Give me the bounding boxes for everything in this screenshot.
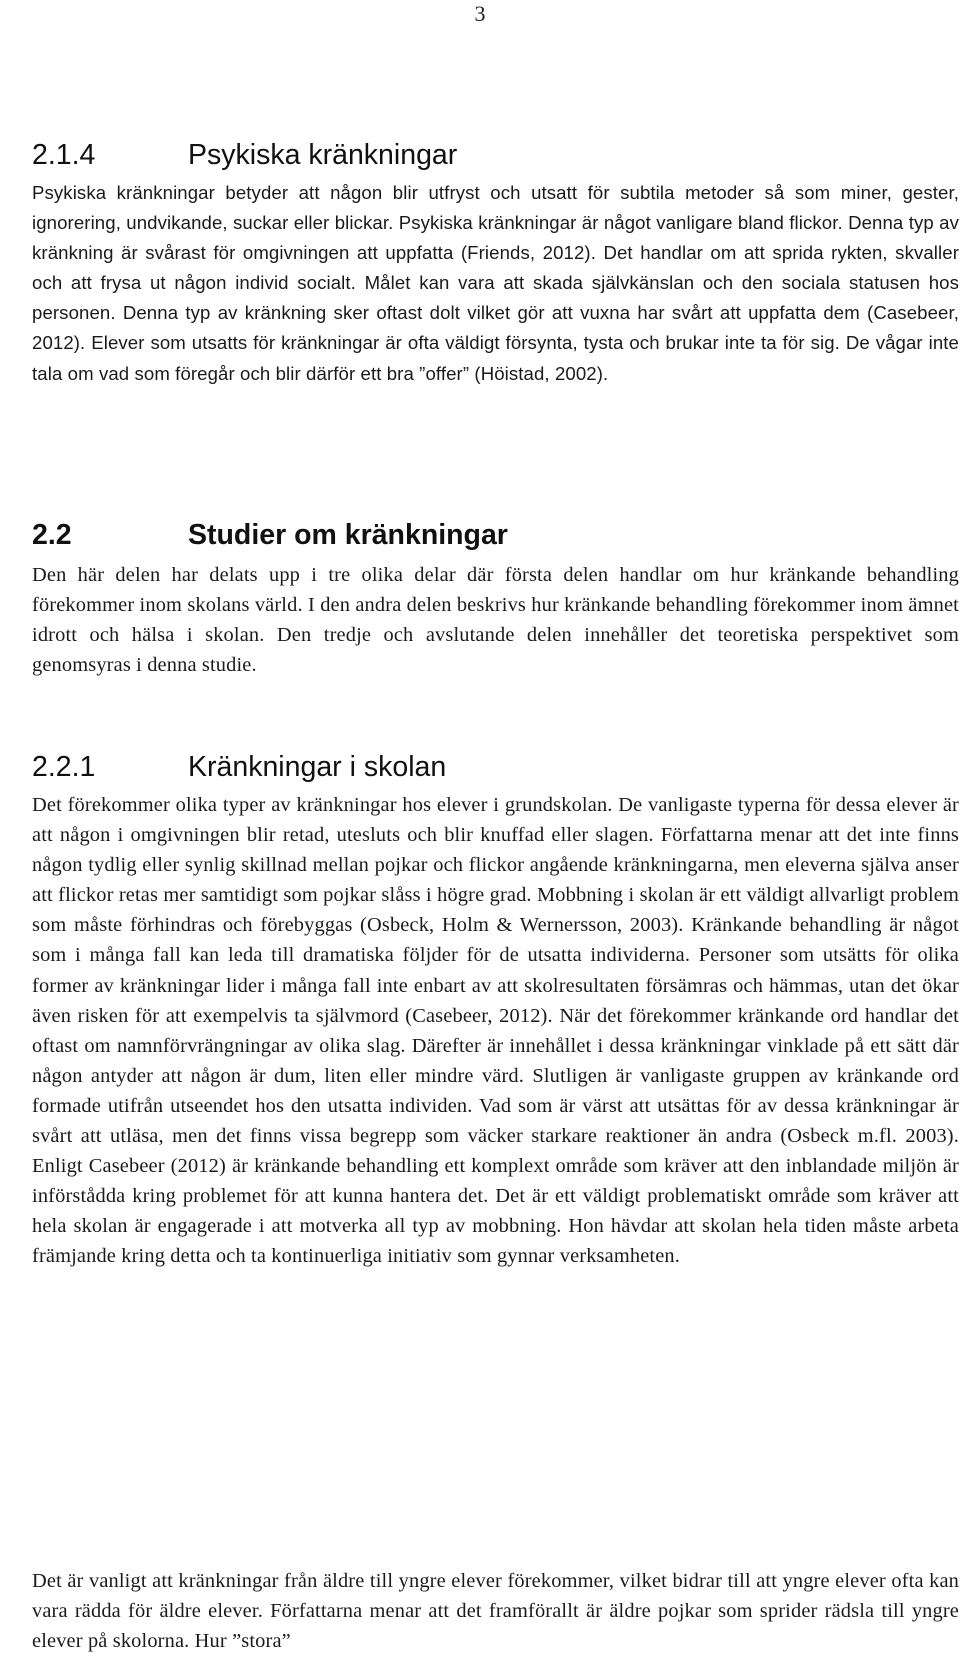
section-paragraph-2-2-1-a: Det förekommer olika typer av kränkningar hos elever i grundskolan. De vanligaste typerna för dessa elever är att någon i omgivningen blir retad, utesluts och blir knuffad eller slagen. Författarna menar att det inte finns någon tydlig eller synlig skillnad mellan pojkar och flickor angående kränkningarna, men eleverna själva anser att flickor retas mer samtidigt som pojkar slåss i högre grad. Mobbning i skolan är ett väldigt allvarligt problem som måste förhindras och förebyggas (Osbeck, Holm & Wernersson, 2003). Kränkande behandling är något som i många fall kan leda till dramatiska följder för de utsatta individerna. Personer som utsätts för olika former av kränkningar lider i många fall inte enbart av att skolresultaten försämras och hämmas, utan det ökar även risken för att exempelvis ta självmord (Casebeer, 2012). När det förekommer kränkande ord handlar det oftast om namnförvrängningar av olika slag. Därefter är innehållet i dessa kränkningar vinklade på ett sätt där någon antyder att någon är dum, liten eller mindre värd. Slutligen är vanligaste gruppen av kränkande ord formade utifrån utseendet hos den utsatta individen. Vad som är värst att utsättas för av dessa kränkningar är svårt att utläsa, men det finns vissa begrepp som väcker starkare reaktioner än andra (Osbeck m.fl. 2003). Enligt Casebeer (2012) är kränkande behandling ett komplext område som kräver att den inblandade miljön är införstådda kring problemet för att kunna hantera det. Det är ett väldigt problematiskt område som kräver att hela skolan är engagerade i att motverka all typ av mobbning. Hon hävdar att skolan hela tiden måste arbeta främjande kring detta och ta kontinuerliga initiativ som gynnar verksamheten. [32,794,959,1268]
section-title: Psykiska kränkningar [188,139,458,171]
section-heading-2-1-4 [32,138,959,172]
page-number: 3 [474,1,486,26]
section-title: Kränkningar i skolan [188,751,447,783]
section-title: Studier om kränkningar [188,519,508,551]
section-heading-2-2-1 [32,750,959,784]
section-number: 2.2 [32,519,72,551]
section-paragraph-2-2-1-b: Det är vanligt att kränkningar från äldre till yngre elever förekommer, vilket bidrar till att yngre elever ofta kan vara rädda för äldre elever. Författarna menar att det framförallt är äldre pojkar som sprider rädsla till yngre elever på skolorna. Hur ”stora” [32,1570,959,1653]
section-paragraph-2-1-4: Psykiska kränkningar betyder att någon blir utfryst och utsatt för subtila metoder så som miner, gester, ignorering, undvikande, suckar eller blickar. Psykiska kränkningar är något vanligare bland flickor. Denna typ av kränkning är svårast för omgivningen att uppfatta (Friends, 2012). Det handlar om att sprida rykten, skvaller och att frysa ut någon individ socialt. Målet kan vara att skada självkänslan och den sociala statusen hos personen. Denna typ av kränkning sker oftast dolt vilket gör att vuxna har svårt att uppfatta dem (Casebeer, 2012). Elever som utsatts för kränkningar är ofta väldigt försynta, tysta och brukar inte ta för sig. De vågar inte tala om vad som föregår och blir därför ett bra ”offer” (Höistad, 2002). [32,182,959,384]
section-number: 2.2.1 [32,751,96,783]
section-paragraph-2-2: Den här delen har delats upp i tre olika delar där första delen handlar om hur kränkande behandling förekommer inom skolans värld. I den andra delen beskrivs hur kränkande behandling förekommer inom ämnet idrott och hälsa i skolan. Den tredje och avslutande delen innehåller det teoretiska perspektivet som genomsyras i denna studie. [32,564,959,677]
section-heading-2-2 [32,518,959,552]
section-number: 2.1.4 [32,139,96,171]
